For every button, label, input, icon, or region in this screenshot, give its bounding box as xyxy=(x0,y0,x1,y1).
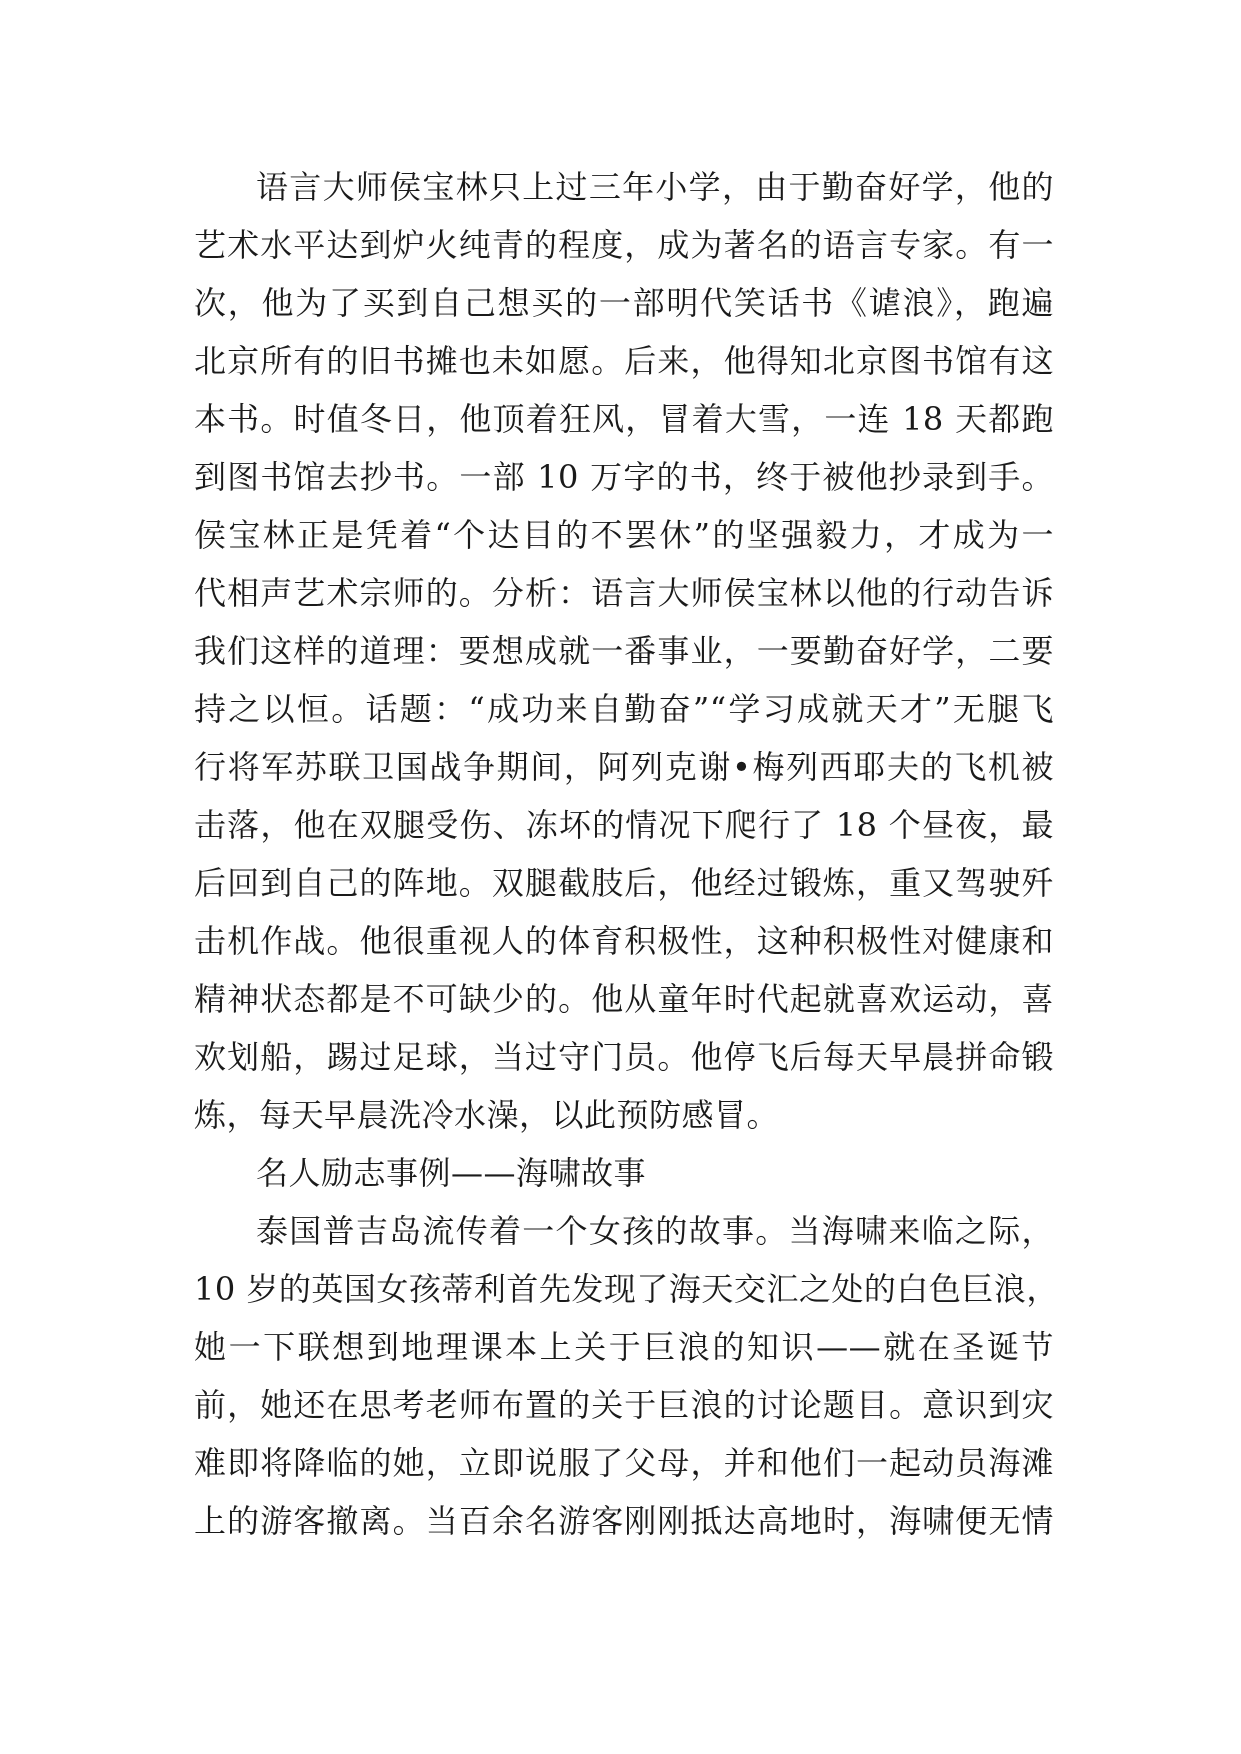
text-line: 到图书馆去抄书。一部 10 万字的书，终于被他抄录到手。 xyxy=(194,458,1054,496)
text-line: 后回到自己的阵地。双腿截肢后，他经过锻炼，重又驾驶歼 xyxy=(194,864,1054,902)
text-line: 上的游客撤离。当百余名游客刚刚抵达高地时，海啸便无情 xyxy=(194,1502,1054,1540)
paragraph-hou-baolin xyxy=(194,158,1054,1144)
document-body xyxy=(194,158,1059,1550)
text-line: 行将军苏联卫国战争期间，阿列克谢•梅列西耶夫的飞机被 xyxy=(194,748,1054,786)
heading-text: 名人励志事例——海啸故事 xyxy=(256,1154,647,1192)
text-line: 难即将降临的她，立即说服了父母，并和他们一起动员海滩 xyxy=(194,1444,1054,1482)
text-line: 欢划船，踢过足球，当过守门员。他停飞后每天早晨拼命锻 xyxy=(194,1038,1054,1076)
text-line: 泰国普吉岛流传着一个女孩的故事。当海啸来临之际， xyxy=(256,1212,1054,1250)
paragraph-tsunami-story xyxy=(194,1202,1059,1550)
text-line: 炼，每天早晨洗冷水澡，以此预防感冒。 xyxy=(194,1096,780,1134)
section-heading xyxy=(194,1144,1054,1202)
text-line: 艺术水平达到炉火纯青的程度，成为著名的语言专家。有一 xyxy=(194,226,1054,264)
text-line: 持之以恒。话题：“成功来自勤奋”“学习成就天才”无腿飞 xyxy=(194,690,1054,728)
text-line: 语言大师侯宝林只上过三年小学，由于勤奋好学，他的 xyxy=(256,168,1054,206)
text-line: 精神状态都是不可缺少的。他从童年时代起就喜欢运动，喜 xyxy=(194,980,1054,1018)
text-line: 击机作战。他很重视人的体育积极性，这种积极性对健康和 xyxy=(194,922,1054,960)
text-line: 我们这样的道理：要想成就一番事业，一要勤奋好学，二要 xyxy=(194,632,1054,670)
text-line: 侯宝林正是凭着“个达目的不罢休”的坚强毅力，才成为一 xyxy=(194,516,1054,554)
text-line: 次，他为了买到自己想买的一部明代笑话书《谑浪》，跑遍 xyxy=(194,284,1054,322)
text-line: 击落，他在双腿受伤、冻坏的情况下爬行了 18 个昼夜，最 xyxy=(194,806,1054,844)
text-line: 北京所有的旧书摊也未如愿。后来，他得知北京图书馆有这 xyxy=(194,342,1054,380)
text-line: 代相声艺术宗师的。分析：语言大师侯宝林以他的行动告诉 xyxy=(194,574,1054,612)
text-line: 10 岁的英国女孩蒂利首先发现了海天交汇之处的白色巨浪， xyxy=(194,1270,1059,1308)
text-line: 她一下联想到地理课本上关于巨浪的知识——就在圣诞节 xyxy=(194,1328,1054,1366)
text-line: 前，她还在思考老师布置的关于巨浪的讨论题目。意识到灾 xyxy=(194,1386,1054,1424)
text-line: 本书。时值冬日，他顶着狂风，冒着大雪，一连 18 天都跑 xyxy=(194,400,1054,438)
